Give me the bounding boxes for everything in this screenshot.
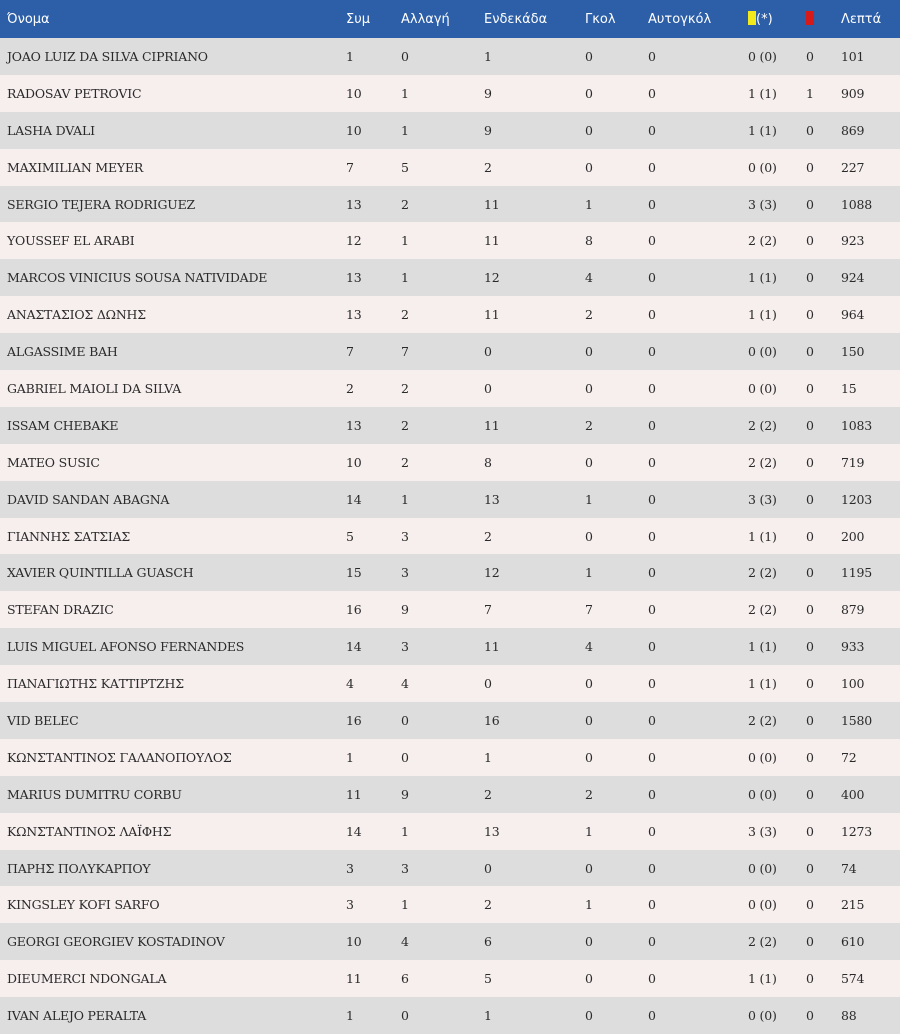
cell-minutes: 924 xyxy=(841,270,865,286)
cell-apps: 15 xyxy=(346,565,362,581)
cell-starts: 8 xyxy=(484,454,492,470)
cell-starts: 2 xyxy=(484,897,492,913)
cell-minutes: 909 xyxy=(841,85,865,101)
cell-apps: 4 xyxy=(346,676,354,692)
cell-minutes: 923 xyxy=(841,233,865,249)
cell-name[interactable]: ΠΑΡΗΣ ΠΟΛΥΚΑΡΠΟΥ xyxy=(7,860,151,876)
cell-own-goals: 0 xyxy=(648,491,656,507)
cell-minutes: 1273 xyxy=(841,823,873,839)
cell-starts: 7 xyxy=(484,602,492,618)
cell-minutes: 1580 xyxy=(841,712,873,728)
cell-red-cards: 0 xyxy=(806,786,814,802)
cell-own-goals: 0 xyxy=(648,196,656,212)
cell-red-cards: 0 xyxy=(806,897,814,913)
table-row[interactable] xyxy=(0,38,900,75)
cell-subs: 9 xyxy=(401,786,409,802)
cell-starts: 9 xyxy=(484,122,492,138)
cell-goals: 0 xyxy=(585,1008,593,1024)
cell-minutes: 879 xyxy=(841,602,865,618)
table-row[interactable] xyxy=(0,702,900,739)
cell-goals: 0 xyxy=(585,528,593,544)
table-row[interactable] xyxy=(0,739,900,776)
cell-red-cards: 0 xyxy=(806,712,814,728)
cell-goals: 0 xyxy=(585,971,593,987)
cell-goals: 0 xyxy=(585,380,593,396)
table-row[interactable] xyxy=(0,850,900,887)
cell-starts: 0 xyxy=(484,344,492,360)
table-row[interactable] xyxy=(0,518,900,555)
cell-name[interactable]: ISSAM CHEBAKE xyxy=(7,417,119,433)
cell-name[interactable]: SERGIO TEJERA RODRIGUEZ xyxy=(7,196,196,212)
cell-yellow-cards: 0 (0) xyxy=(748,380,777,396)
cell-own-goals: 0 xyxy=(648,786,656,802)
cell-subs: 0 xyxy=(401,749,409,765)
cell-minutes: 400 xyxy=(841,786,865,802)
cell-red-cards: 0 xyxy=(806,270,814,286)
cell-yellow-cards: 0 (0) xyxy=(748,1008,777,1024)
cell-minutes: 574 xyxy=(841,971,865,987)
cell-red-cards: 0 xyxy=(806,860,814,876)
cell-starts: 12 xyxy=(484,270,500,286)
cell-minutes: 100 xyxy=(841,676,865,692)
cell-goals: 2 xyxy=(585,786,593,802)
cell-apps: 16 xyxy=(346,712,362,728)
cell-red-cards: 0 xyxy=(806,491,814,507)
cell-own-goals: 0 xyxy=(648,528,656,544)
cell-name[interactable]: ΚΩΝΣΤΑΝΤΙΝΟΣ ΓΑΛΑΝΟΠΟΥΛΟΣ xyxy=(7,749,232,765)
cell-goals: 1 xyxy=(585,897,593,913)
cell-own-goals: 0 xyxy=(648,344,656,360)
table-row[interactable] xyxy=(0,886,900,923)
cell-own-goals: 0 xyxy=(648,233,656,249)
table-row[interactable] xyxy=(0,776,900,813)
header-minutes[interactable]: Λεπτά xyxy=(841,11,882,27)
cell-subs: 4 xyxy=(401,676,409,692)
cell-starts: 2 xyxy=(484,528,492,544)
cell-goals: 0 xyxy=(585,749,593,765)
cell-yellow-cards: 0 (0) xyxy=(748,48,777,64)
cell-red-cards: 0 xyxy=(806,417,814,433)
cell-minutes: 719 xyxy=(841,454,865,470)
cell-yellow-cards: 1 (1) xyxy=(748,528,777,544)
cell-red-cards: 0 xyxy=(806,528,814,544)
cell-yellow-cards: 0 (0) xyxy=(748,344,777,360)
cell-minutes: 150 xyxy=(841,344,865,360)
cell-minutes: 200 xyxy=(841,528,865,544)
table-row[interactable] xyxy=(0,149,900,186)
cell-subs: 2 xyxy=(401,196,409,212)
cell-red-cards: 0 xyxy=(806,1008,814,1024)
cell-apps: 5 xyxy=(346,528,354,544)
cell-subs: 3 xyxy=(401,528,409,544)
cell-yellow-cards: 1 (1) xyxy=(748,122,777,138)
cell-starts: 1 xyxy=(484,48,492,64)
cell-own-goals: 0 xyxy=(648,85,656,101)
cell-yellow-cards: 2 (2) xyxy=(748,454,777,470)
cell-apps: 1 xyxy=(346,749,354,765)
cell-minutes: 101 xyxy=(841,48,865,64)
table-body xyxy=(0,38,900,1034)
cell-minutes: 933 xyxy=(841,639,865,655)
cell-minutes: 1195 xyxy=(841,565,873,581)
cell-apps: 10 xyxy=(346,934,362,950)
cell-name[interactable]: ΑΝΑΣΤΑΣΙΟΣ ΔΩΝΗΣ xyxy=(7,307,146,323)
cell-red-cards: 0 xyxy=(806,565,814,581)
cell-own-goals: 0 xyxy=(648,860,656,876)
cell-name[interactable]: XAVIER QUINTILLA GUASCH xyxy=(7,565,194,581)
cell-goals: 4 xyxy=(585,270,593,286)
cell-red-cards: 0 xyxy=(806,602,814,618)
cell-apps: 13 xyxy=(346,196,362,212)
cell-apps: 7 xyxy=(346,159,354,175)
table-row[interactable] xyxy=(0,813,900,850)
cell-own-goals: 0 xyxy=(648,971,656,987)
cell-subs: 2 xyxy=(401,307,409,323)
cell-own-goals: 0 xyxy=(648,122,656,138)
cell-goals: 0 xyxy=(585,122,593,138)
header-name[interactable]: Όνομα xyxy=(7,11,50,27)
cell-starts: 11 xyxy=(484,417,500,433)
cell-subs: 1 xyxy=(401,233,409,249)
cell-apps: 11 xyxy=(346,786,362,802)
cell-yellow-cards: 1 (1) xyxy=(748,676,777,692)
cell-yellow-cards: 3 (3) xyxy=(748,491,777,507)
cell-apps: 1 xyxy=(346,1008,354,1024)
cell-yellow-cards: 1 (1) xyxy=(748,270,777,286)
cell-starts: 2 xyxy=(484,159,492,175)
cell-goals: 0 xyxy=(585,454,593,470)
cell-goals: 0 xyxy=(585,860,593,876)
cell-name[interactable]: MAXIMILIAN MEYER xyxy=(7,159,144,175)
cell-name[interactable]: LUIS MIGUEL AFONSO FERNANDES xyxy=(7,639,245,655)
table-header-row xyxy=(0,0,900,38)
cell-subs: 1 xyxy=(401,85,409,101)
cell-yellow-cards: 2 (2) xyxy=(748,233,777,249)
cell-apps: 3 xyxy=(346,897,354,913)
cell-red-cards: 0 xyxy=(806,380,814,396)
cell-own-goals: 0 xyxy=(648,639,656,655)
cell-starts: 0 xyxy=(484,860,492,876)
cell-own-goals: 0 xyxy=(648,565,656,581)
cell-apps: 14 xyxy=(346,491,362,507)
cell-name[interactable]: ΠΑΝΑΓΙΩΤΗΣ ΚΑΤΤΙΡΤΖΗΣ xyxy=(7,676,184,692)
header-red-cards[interactable] xyxy=(806,0,841,38)
cell-own-goals: 0 xyxy=(648,602,656,618)
table-row[interactable] xyxy=(0,296,900,333)
cell-goals: 0 xyxy=(585,344,593,360)
cell-apps: 10 xyxy=(346,122,362,138)
cell-subs: 7 xyxy=(401,344,409,360)
cell-starts: 13 xyxy=(484,491,500,507)
table-row[interactable] xyxy=(0,112,900,149)
cell-own-goals: 0 xyxy=(648,823,656,839)
cell-subs: 1 xyxy=(401,491,409,507)
table-row[interactable] xyxy=(0,923,900,960)
cell-red-cards: 0 xyxy=(806,823,814,839)
cell-name[interactable]: DIEUMERCI NDONGALA xyxy=(7,971,167,987)
cell-yellow-cards: 1 (1) xyxy=(748,85,777,101)
cell-apps: 11 xyxy=(346,971,362,987)
table-row[interactable] xyxy=(0,259,900,296)
cell-starts: 1 xyxy=(484,1008,492,1024)
cell-name[interactable]: ΓΙΑΝΝΗΣ ΣΑΤΣΙΑΣ xyxy=(7,528,131,544)
cell-apps: 7 xyxy=(346,344,354,360)
cell-apps: 1 xyxy=(346,48,354,64)
cell-own-goals: 0 xyxy=(648,454,656,470)
cell-starts: 11 xyxy=(484,196,500,212)
cell-subs: 3 xyxy=(401,565,409,581)
cell-yellow-cards: 1 (1) xyxy=(748,639,777,655)
cell-red-cards: 0 xyxy=(806,122,814,138)
cell-goals: 1 xyxy=(585,491,593,507)
cell-minutes: 227 xyxy=(841,159,865,175)
cell-name[interactable]: STEFAN DRAZIC xyxy=(7,602,114,618)
cell-red-cards: 0 xyxy=(806,934,814,950)
cell-apps: 3 xyxy=(346,860,354,876)
cell-yellow-cards: 2 (2) xyxy=(748,602,777,618)
header-goals[interactable]: Γκολ xyxy=(585,11,616,27)
cell-red-cards: 0 xyxy=(806,48,814,64)
cell-apps: 10 xyxy=(346,454,362,470)
cell-name[interactable]: MARCOS VINICIUS SOUSA NATIVIDADE xyxy=(7,270,268,286)
cell-name[interactable]: VID BELEC xyxy=(7,712,79,728)
cell-apps: 13 xyxy=(346,417,362,433)
cell-starts: 0 xyxy=(484,676,492,692)
cell-apps: 13 xyxy=(346,307,362,323)
cell-name[interactable]: GEORGI GEORGIEV KOSTADINOV xyxy=(7,934,225,950)
header-apps[interactable]: Συμ xyxy=(346,11,371,27)
cell-subs: 1 xyxy=(401,897,409,913)
cell-subs: 0 xyxy=(401,712,409,728)
cell-own-goals: 0 xyxy=(648,417,656,433)
cell-subs: 1 xyxy=(401,122,409,138)
cell-subs: 3 xyxy=(401,639,409,655)
cell-yellow-cards: 1 (1) xyxy=(748,971,777,987)
cell-subs: 2 xyxy=(401,454,409,470)
cell-yellow-cards: 0 (0) xyxy=(748,897,777,913)
cell-starts: 13 xyxy=(484,823,500,839)
cell-name[interactable]: ΚΩΝΣΤΑΝΤΙΝΟΣ ΛΑΪΦΗΣ xyxy=(7,823,172,839)
cell-goals: 0 xyxy=(585,934,593,950)
header-yellow-cards[interactable] xyxy=(748,0,806,38)
cell-goals: 0 xyxy=(585,85,593,101)
cell-own-goals: 0 xyxy=(648,270,656,286)
cell-yellow-cards: 3 (3) xyxy=(748,823,777,839)
cell-yellow-cards: 0 (0) xyxy=(748,786,777,802)
cell-minutes: 1088 xyxy=(841,196,873,212)
cell-own-goals: 0 xyxy=(648,380,656,396)
cell-starts: 6 xyxy=(484,934,492,950)
cell-yellow-cards: 0 (0) xyxy=(748,159,777,175)
cell-name[interactable]: ALGASSIME BAH xyxy=(7,344,118,360)
cell-subs: 2 xyxy=(401,380,409,396)
header-yellow-suffix: (*) xyxy=(756,12,773,27)
cell-own-goals: 0 xyxy=(648,48,656,64)
cell-starts: 11 xyxy=(484,639,500,655)
cell-minutes: 88 xyxy=(841,1008,857,1024)
cell-yellow-cards: 0 (0) xyxy=(748,749,777,765)
cell-goals: 0 xyxy=(585,676,593,692)
cell-name[interactable]: RADOSAV PETROVIC xyxy=(7,85,142,101)
cell-own-goals: 0 xyxy=(648,1008,656,1024)
cell-subs: 6 xyxy=(401,971,409,987)
cell-red-cards: 0 xyxy=(806,233,814,249)
cell-own-goals: 0 xyxy=(648,897,656,913)
cell-yellow-cards: 1 (1) xyxy=(748,307,777,323)
cell-red-cards: 0 xyxy=(806,196,814,212)
table-row[interactable] xyxy=(0,481,900,518)
cell-name[interactable]: IVAN ALEJO PERALTA xyxy=(7,1008,147,1024)
cell-red-cards: 0 xyxy=(806,971,814,987)
table-row[interactable] xyxy=(0,186,900,223)
table-row[interactable] xyxy=(0,554,900,591)
table-row[interactable] xyxy=(0,665,900,702)
cell-red-cards: 0 xyxy=(806,307,814,323)
table-row[interactable] xyxy=(0,407,900,444)
cell-yellow-cards: 2 (2) xyxy=(748,712,777,728)
cell-red-cards: 0 xyxy=(806,749,814,765)
cell-minutes: 869 xyxy=(841,122,865,138)
cell-own-goals: 0 xyxy=(648,749,656,765)
cell-subs: 1 xyxy=(401,270,409,286)
cell-apps: 14 xyxy=(346,639,362,655)
cell-name[interactable]: KINGSLEY KOFI SARFO xyxy=(7,897,160,913)
cell-starts: 11 xyxy=(484,307,500,323)
table-row[interactable] xyxy=(0,370,900,407)
cell-goals: 0 xyxy=(585,159,593,175)
cell-name[interactable]: MATEO SUSIC xyxy=(7,454,100,470)
cell-subs: 9 xyxy=(401,602,409,618)
yellow-card-icon xyxy=(748,11,756,25)
cell-apps: 13 xyxy=(346,270,362,286)
cell-red-cards: 0 xyxy=(806,639,814,655)
cell-goals: 0 xyxy=(585,712,593,728)
cell-yellow-cards: 3 (3) xyxy=(748,196,777,212)
cell-red-cards: 0 xyxy=(806,159,814,175)
cell-subs: 2 xyxy=(401,417,409,433)
cell-minutes: 1203 xyxy=(841,491,873,507)
table-row[interactable] xyxy=(0,591,900,628)
cell-subs: 3 xyxy=(401,860,409,876)
table-row[interactable] xyxy=(0,333,900,370)
cell-name[interactable]: JOAO LUIZ DA SILVA CIPRIANO xyxy=(7,48,208,64)
table-row[interactable] xyxy=(0,628,900,665)
cell-goals: 0 xyxy=(585,48,593,64)
cell-goals: 4 xyxy=(585,639,593,655)
cell-name[interactable]: YOUSSEF EL ARABI xyxy=(7,233,135,249)
cell-yellow-cards: 0 (0) xyxy=(748,860,777,876)
cell-goals: 1 xyxy=(585,823,593,839)
cell-starts: 11 xyxy=(484,233,500,249)
cell-name[interactable]: LASHA DVALI xyxy=(7,122,95,138)
cell-starts: 16 xyxy=(484,712,500,728)
cell-minutes: 74 xyxy=(841,860,857,876)
cell-own-goals: 0 xyxy=(648,676,656,692)
cell-own-goals: 0 xyxy=(648,159,656,175)
cell-starts: 0 xyxy=(484,380,492,396)
cell-minutes: 15 xyxy=(841,380,857,396)
cell-yellow-cards: 2 (2) xyxy=(748,934,777,950)
cell-name[interactable]: DAVID SANDAN ABAGNA xyxy=(7,491,170,507)
cell-subs: 4 xyxy=(401,934,409,950)
cell-yellow-cards: 2 (2) xyxy=(748,565,777,581)
cell-subs: 0 xyxy=(401,48,409,64)
cell-minutes: 964 xyxy=(841,307,865,323)
header-own-goals[interactable]: Αυτογκόλ xyxy=(648,11,712,27)
table-row[interactable] xyxy=(0,222,900,259)
cell-starts: 1 xyxy=(484,749,492,765)
cell-minutes: 215 xyxy=(841,897,865,913)
cell-starts: 5 xyxy=(484,971,492,987)
cell-apps: 16 xyxy=(346,602,362,618)
cell-apps: 2 xyxy=(346,380,354,396)
table-row[interactable] xyxy=(0,75,900,112)
cell-goals: 7 xyxy=(585,602,593,618)
cell-own-goals: 0 xyxy=(648,712,656,728)
table-row[interactable] xyxy=(0,997,900,1034)
cell-apps: 10 xyxy=(346,85,362,101)
cell-red-cards: 0 xyxy=(806,676,814,692)
red-card-icon xyxy=(806,11,814,25)
cell-goals: 2 xyxy=(585,307,593,323)
cell-own-goals: 0 xyxy=(648,307,656,323)
cell-minutes: 1083 xyxy=(841,417,873,433)
cell-name[interactable]: GABRIEL MAIOLI DA SILVA xyxy=(7,380,182,396)
cell-starts: 12 xyxy=(484,565,500,581)
table-row[interactable] xyxy=(0,960,900,997)
cell-red-cards: 0 xyxy=(806,344,814,360)
cell-apps: 12 xyxy=(346,233,362,249)
cell-goals: 1 xyxy=(585,196,593,212)
cell-own-goals: 0 xyxy=(648,934,656,950)
cell-goals: 2 xyxy=(585,417,593,433)
cell-subs: 0 xyxy=(401,1008,409,1024)
cell-apps: 14 xyxy=(346,823,362,839)
cell-yellow-cards: 2 (2) xyxy=(748,417,777,433)
cell-subs: 5 xyxy=(401,159,409,175)
cell-goals: 1 xyxy=(585,565,593,581)
cell-starts: 2 xyxy=(484,786,492,802)
cell-name[interactable]: MARIUS DUMITRU CORBU xyxy=(7,786,182,802)
cell-subs: 1 xyxy=(401,823,409,839)
cell-red-cards: 1 xyxy=(806,85,814,101)
header-subs[interactable]: Αλλαγή xyxy=(401,11,450,27)
cell-minutes: 72 xyxy=(841,749,857,765)
cell-starts: 9 xyxy=(484,85,492,101)
header-starts[interactable]: Ενδεκάδα xyxy=(484,11,548,27)
cell-red-cards: 0 xyxy=(806,454,814,470)
table-row[interactable] xyxy=(0,444,900,481)
cell-minutes: 610 xyxy=(841,934,865,950)
cell-goals: 8 xyxy=(585,233,593,249)
